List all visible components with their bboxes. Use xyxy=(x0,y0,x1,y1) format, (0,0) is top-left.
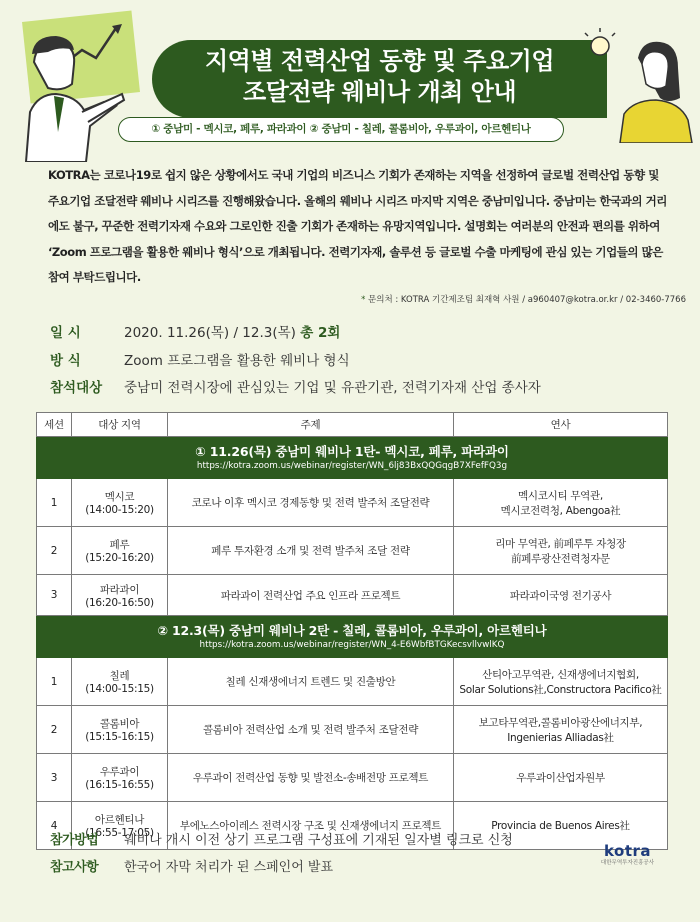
table-row xyxy=(37,575,668,616)
row-topic: 코로나 이후 멕시코 경제동향 및 전력 발주처 조달전략 xyxy=(168,479,454,527)
info-date-value: 2020. 11.26(목) / 12.3(목) xyxy=(124,325,296,341)
speaker-line-2: Solar Solutions社,Constructora Pacifico社 xyxy=(459,683,662,696)
row-no: 4 xyxy=(37,802,72,850)
region-time: (14:00-15:20) xyxy=(85,504,154,516)
speaker-line-1: 멕시코시티 무역관, xyxy=(518,489,603,502)
region-time: (14:00-15:15) xyxy=(85,683,154,695)
row-region xyxy=(72,658,168,706)
footer-note xyxy=(50,856,333,875)
col-header-region: 대상 지역 xyxy=(72,413,168,437)
speaker-line-1: 보고타무역관,콜롬비아광산에너지부, xyxy=(478,716,643,729)
region-time: (16:20-16:50) xyxy=(85,596,154,609)
row-no: 1 xyxy=(37,479,72,527)
kotra-logo xyxy=(590,843,665,873)
region-name: 칠레 xyxy=(109,670,130,682)
region-time: (16:15-16:55) xyxy=(85,779,154,791)
row-speaker: Provincia de Buenos Aires社 xyxy=(454,802,668,850)
row-speaker xyxy=(454,706,668,754)
row-topic: 콜롬비아 전력산업 소개 및 전력 발주처 조달전략 xyxy=(168,706,454,754)
region-time: (15:20-16:20) xyxy=(85,552,154,564)
speaker-line-2: Ingenierias Alliadas社 xyxy=(507,731,614,744)
table-row xyxy=(37,658,668,706)
speaker-line-1: 산티아고무역관, 신재생에너지협회, xyxy=(482,668,639,681)
region-time: (16:55-17:05) xyxy=(85,827,154,839)
row-speaker xyxy=(454,658,668,706)
schedule-table xyxy=(36,412,668,850)
info-date-label: 일 시 xyxy=(50,325,81,341)
page-title xyxy=(152,46,607,108)
table-row xyxy=(37,527,668,575)
session2-banner xyxy=(37,616,668,658)
region-name: 파라과이 xyxy=(99,583,140,596)
row-no: 2 xyxy=(37,706,72,754)
table-row xyxy=(37,754,668,802)
row-speaker: 우루과이산업자원부 xyxy=(454,754,668,802)
row-topic: 칠레 신재생에너지 트렌드 및 진출방안 xyxy=(168,658,454,706)
footer-note-label: 참고사항 xyxy=(50,860,99,875)
row-region xyxy=(72,527,168,575)
intro-paragraph: KOTRA는 코로나19로 쉽지 않은 상황에서도 국내 기업의 비즈니스 기회가 존재하는 지역을 선정하여 글로벌 전력산업 동향 및 주요기업 조달전략 웨비나 시리즈를 진행해왔습니다. 올해의 웨비나 시리즈 마지막 지역은 중남미입니다. 중남미는 한국과의 거리에도 불구, 꾸준한 전력기자재 수요와 그로인한 진출 기회가 존재하는 유망지역입니다. 설명회는 여러분의 안전과 편의를 위하여 ‘Zoom 프로그램을 활용한 웨비나 형식’으로 개최됩니다. 전력기자재, 솔루션 등 글로벌 수출 마케팅에 관심 있는 기업들의 많은 참여 부탁드립니다. xyxy=(48,168,667,284)
row-no: 3 xyxy=(37,575,72,616)
row-region xyxy=(72,754,168,802)
logo-text: kotra xyxy=(603,842,652,860)
title-line-1: 지역별 전력산업 동향 및 주요기업 xyxy=(205,47,554,75)
row-no: 1 xyxy=(37,658,72,706)
info-target-value: 중남미 전력시장에 관심있는 기업 및 유관기관, 전력기자재 산업 종사자 xyxy=(124,380,541,396)
row-topic: 우루과이 전력산업 동향 및 발전소-송배전망 프로젝트 xyxy=(168,754,454,802)
row-topic: 파라과이 전력산업 주요 인프라 프로젝트 xyxy=(168,575,454,616)
row-speaker xyxy=(454,479,668,527)
contact-star: * xyxy=(361,295,366,305)
title-line-2: 조달전략 웨비나 개최 안내 xyxy=(242,78,517,106)
table-header-row xyxy=(37,413,668,437)
row-region xyxy=(72,479,168,527)
speaker-line-2: 前페루광산전력청자문 xyxy=(511,552,610,565)
contact-text: 문의처 : KOTRA 기간제조팀 최재혁 사원 / a960407@kotra.or.kr / 02-3460-7766 xyxy=(368,295,686,305)
session2-title: ② 12.3(목) 중남미 웨비나 2탄 - 칠레, 콜롬비아, 우루과이, 아르헨티나 xyxy=(157,622,547,638)
info-method-value: Zoom 프로그램을 활용한 웨비나 형식 xyxy=(124,353,350,369)
contact-info xyxy=(200,293,686,305)
table-row xyxy=(37,479,668,527)
region-name: 콜롬비아 xyxy=(99,718,140,730)
speaker-line-2: 멕시코전력청, Abengoa社 xyxy=(500,504,621,517)
footer-method xyxy=(50,829,513,848)
speaker-line-1: 리마 무역관, 前페루투 자청장 xyxy=(495,537,626,550)
table-row xyxy=(37,706,668,754)
row-speaker xyxy=(454,527,668,575)
info-date-total: 총 2회 xyxy=(300,325,341,341)
row-region xyxy=(72,575,168,616)
region-name: 페루 xyxy=(109,539,130,551)
session1-title: ① 11.26(목) 중남미 웨비나 1탄- 멕시코, 페루, 파라과이 xyxy=(195,443,509,459)
footer-method-label: 참가방법 xyxy=(50,833,99,848)
region-name: 멕시코 xyxy=(104,491,135,503)
info-target-label: 참석대상 xyxy=(50,380,103,396)
info-target xyxy=(50,376,541,396)
row-no: 3 xyxy=(37,754,72,802)
footer-method-value: 웨비나 개시 이전 상기 프로그램 구성표에 기재된 일자별 링크로 신청 xyxy=(124,833,513,848)
col-header-session: 세션 xyxy=(37,413,72,437)
row-region xyxy=(72,706,168,754)
info-date xyxy=(50,321,340,341)
row-no: 2 xyxy=(37,527,72,575)
session1-banner xyxy=(37,437,668,479)
footer-note-value: 한국어 자막 처리가 된 스페인어 발표 xyxy=(124,860,334,875)
region-name: 우루과이 xyxy=(99,766,140,778)
info-method xyxy=(50,349,350,369)
col-header-topic: 주제 xyxy=(168,413,454,437)
col-header-speaker: 연사 xyxy=(454,413,668,437)
row-speaker: 파라과이국영 전기공사 xyxy=(454,575,668,616)
info-method-label: 방 식 xyxy=(50,353,81,369)
row-topic: 부에노스아이레스 전력시장 구조 및 신재생에너지 프로젝트 xyxy=(168,802,454,850)
session1-link[interactable]: https://kotra.zoom.us/webinar/register/WN_6lj83BxQQGqgB7XFefFQ3g xyxy=(196,460,508,471)
region-time: (15:15-16:15) xyxy=(85,731,154,743)
row-topic: 페루 투자환경 소개 및 전력 발주처 조달 전략 xyxy=(168,527,454,575)
session2-link[interactable]: https://kotra.zoom.us/webinar/register/WN_4-E6WbfBTGKecsvllvwlKQ xyxy=(199,639,505,650)
header-subtitle: ① 중남미 - 멕시코, 페루, 파라과이 ② 중남미 - 칠레, 콜롬비아, 우루과이, 아르헨티나 xyxy=(118,117,564,142)
woman-illustration xyxy=(580,28,698,143)
region-name: 아르헨티나 xyxy=(94,814,145,826)
logo-subtext: 대한무역투자진흥공사 xyxy=(600,860,655,866)
